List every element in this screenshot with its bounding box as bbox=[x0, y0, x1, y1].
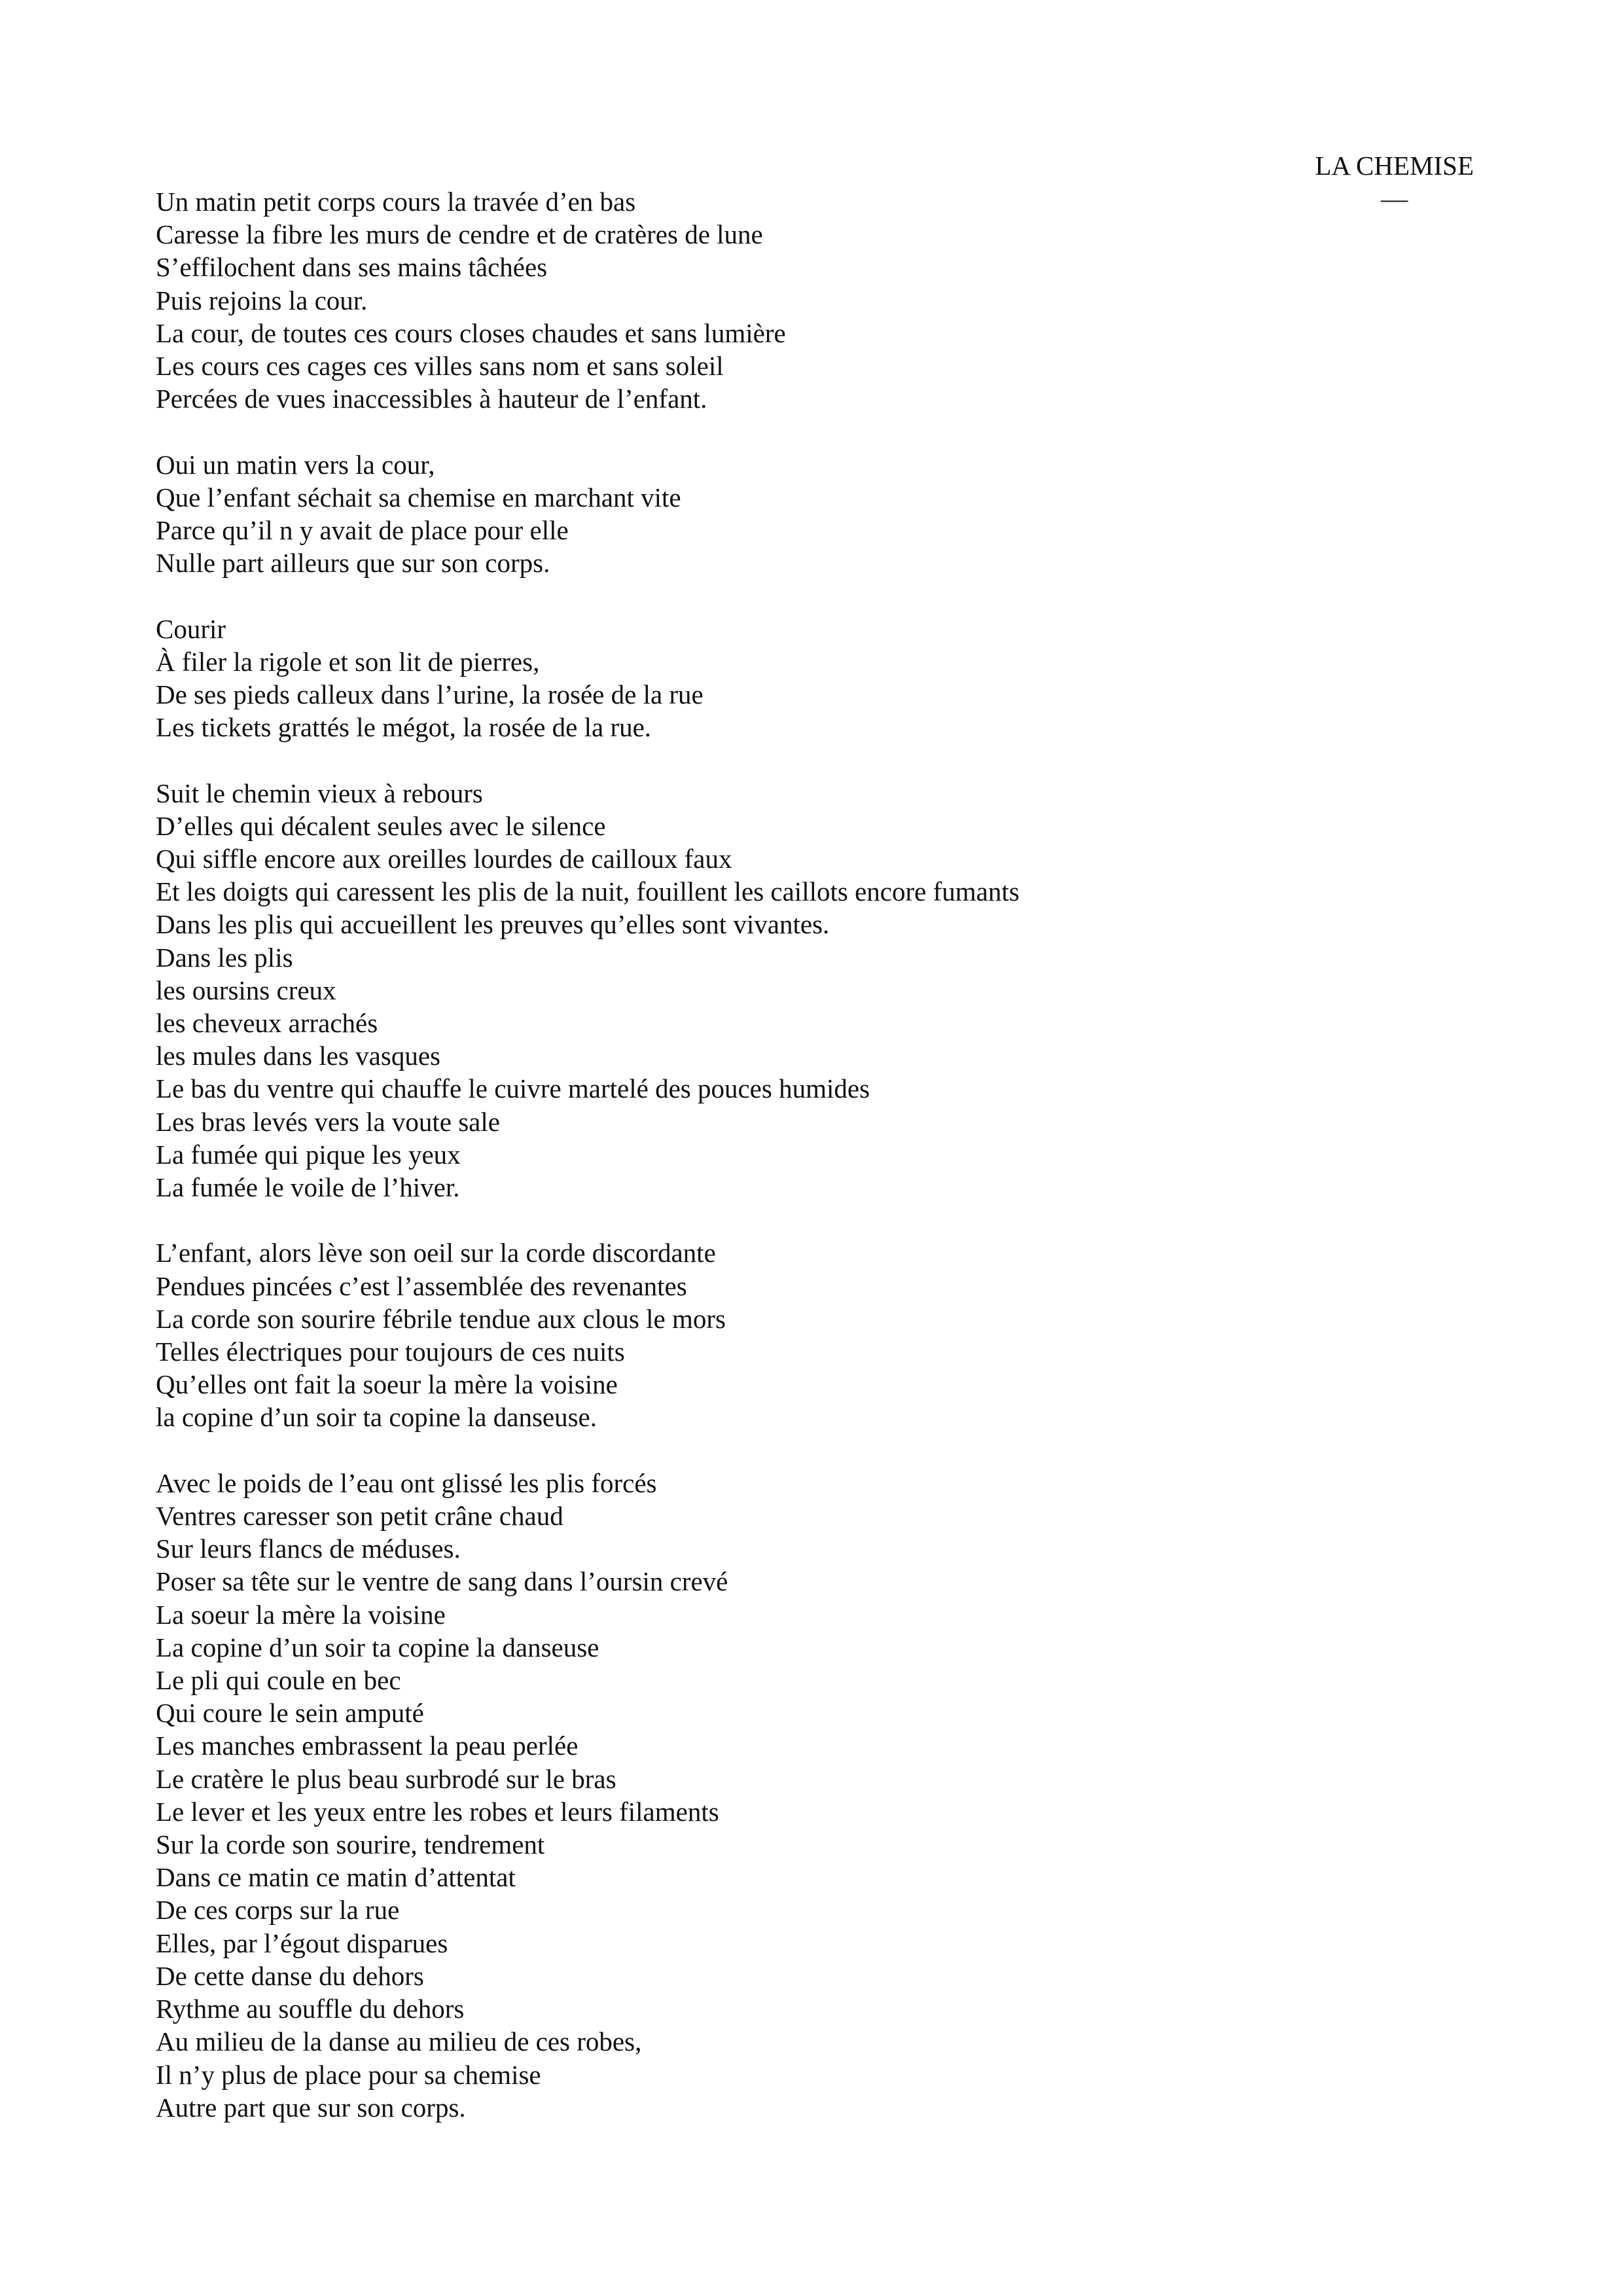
poem-line: Le bas du ventre qui chauffe le cuivre martelé des pouces humides bbox=[156, 1073, 870, 1104]
poem-line: De cette danse du dehors bbox=[156, 1960, 424, 1991]
poem-line: La fumée le voile de l’hiver. bbox=[156, 1172, 460, 1203]
poem-line: De ces corps sur la rue bbox=[156, 1895, 400, 1926]
poem-line: Telles électriques pour toujours de ces nuits bbox=[156, 1336, 625, 1367]
poem-line: Courir bbox=[156, 613, 226, 644]
stanza bbox=[156, 448, 1399, 580]
poem-line: Parce qu’il n y avait de place pour elle bbox=[156, 515, 569, 546]
poem-line: La cour, de toutes ces cours closes chaudes et sans lumière bbox=[156, 317, 786, 348]
poem-line: Sur leurs flancs de méduses. bbox=[156, 1534, 461, 1564]
stanza bbox=[156, 613, 1399, 744]
title-dash: — bbox=[1381, 183, 1408, 213]
poem-line: Les bras levés vers la voute sale bbox=[156, 1106, 500, 1137]
poem-line: L’enfant, alors lève son oeil sur la corde discordante bbox=[156, 1238, 716, 1268]
poem-line: Les tickets grattés le mégot, la rosée de la rue. bbox=[156, 712, 652, 743]
poem-line: Qu’elles ont fait la soeur la mère la voisine bbox=[156, 1369, 618, 1400]
poem-body bbox=[156, 185, 1399, 2157]
stanza bbox=[156, 777, 1399, 1204]
poem-line: Il n’y plus de place pour sa chemise bbox=[156, 2059, 541, 2090]
poem-line: S’effilochent dans ses mains tâchées bbox=[156, 252, 548, 283]
poem-line: Pendues pincées c’est l’assemblée des revenantes bbox=[156, 1270, 687, 1301]
poem-line: la copine d’un soir ta copine la danseuse. bbox=[156, 1402, 597, 1433]
poem-line: La soeur la mère la voisine bbox=[156, 1599, 446, 1630]
poem-line: Ventres caresser son petit crâne chaud bbox=[156, 1501, 563, 1532]
poem-line: Au milieu de la danse au milieu de ces robes, bbox=[156, 2026, 642, 2057]
poem-line: Sur la corde son sourire, tendrement bbox=[156, 1829, 545, 1860]
poem-line: Caresse la fibre les murs de cendre et de cratères de lune bbox=[156, 219, 763, 250]
poem-line: les mules dans les vasques bbox=[156, 1041, 440, 1071]
poem-line: Oui un matin vers la cour, bbox=[156, 449, 435, 480]
poem-line: Le cratère le plus beau surbrodé sur le bras bbox=[156, 1763, 616, 1794]
poem-line: Suit le chemin vieux à rebours bbox=[156, 778, 483, 808]
poem-line: Rythme au souffle du dehors bbox=[156, 1994, 465, 2024]
poem-line: Autre part que sur son corps. bbox=[156, 2092, 466, 2123]
poem-line: Les manches embrassent la peau perlée bbox=[156, 1731, 579, 1761]
poem-line: les cheveux arrachés bbox=[156, 1008, 378, 1039]
poem-line: Avec le poids de l’eau ont glissé les plis forcés bbox=[156, 1467, 657, 1498]
poem-line: Un matin petit corps cours la travée d’en bas bbox=[156, 187, 636, 217]
poem-line: La fumée qui pique les yeux bbox=[156, 1139, 461, 1170]
stanza bbox=[156, 185, 1399, 415]
poem-line: Poser sa tête sur le ventre de sang dans l’oursin crevé bbox=[156, 1566, 728, 1597]
poem-line: Elles, par l’égout disparues bbox=[156, 1928, 448, 1958]
poem-line: Dans les plis bbox=[156, 942, 293, 973]
poem-line: Percées de vues inaccessibles à hauteur de l’enfant. bbox=[156, 384, 707, 414]
poem-line: Le pli qui coule en bec bbox=[156, 1665, 401, 1696]
poem-title: LA CHEMISE bbox=[1315, 151, 1474, 181]
poem-line: De ses pieds calleux dans l’urine, la rosée de la rue bbox=[156, 679, 704, 710]
poem-line: La corde son sourire fébrile tendue aux clous le mors bbox=[156, 1303, 726, 1334]
poem-line: Les cours ces cages ces villes sans nom et sans soleil bbox=[156, 351, 724, 382]
poem-line: Nulle part ailleurs que sur son corps. bbox=[156, 548, 550, 579]
stanza bbox=[156, 1467, 1399, 2124]
poem-line: D’elles qui décalent seules avec le silence bbox=[156, 810, 606, 841]
poem-line: les oursins creux bbox=[156, 975, 336, 1005]
poem-line: Dans les plis qui accueillent les preuves qu’elles sont vivantes. bbox=[156, 909, 830, 940]
poem-line: À filer la rigole et son lit de pierres, bbox=[156, 646, 540, 677]
poem-line: Qui siffle encore aux oreilles lourdes de cailloux faux bbox=[156, 844, 732, 874]
stanza bbox=[156, 1236, 1399, 1433]
poem-line: Et les doigts qui caressent les plis de la nuit, fouillent les caillots encore fumants bbox=[156, 876, 1020, 907]
poem-line: Puis rejoins la cour. bbox=[156, 285, 368, 315]
poem-line: Dans ce matin ce matin d’attentat bbox=[156, 1862, 516, 1893]
poem-line: Qui coure le sein amputé bbox=[156, 1698, 424, 1729]
poem-line: La copine d’un soir ta copine la danseuse bbox=[156, 1632, 599, 1662]
poem-line: Que l’enfant séchait sa chemise en marchant vite bbox=[156, 482, 681, 512]
poem-line: Le lever et les yeux entre les robes et leurs filaments bbox=[156, 1796, 719, 1827]
